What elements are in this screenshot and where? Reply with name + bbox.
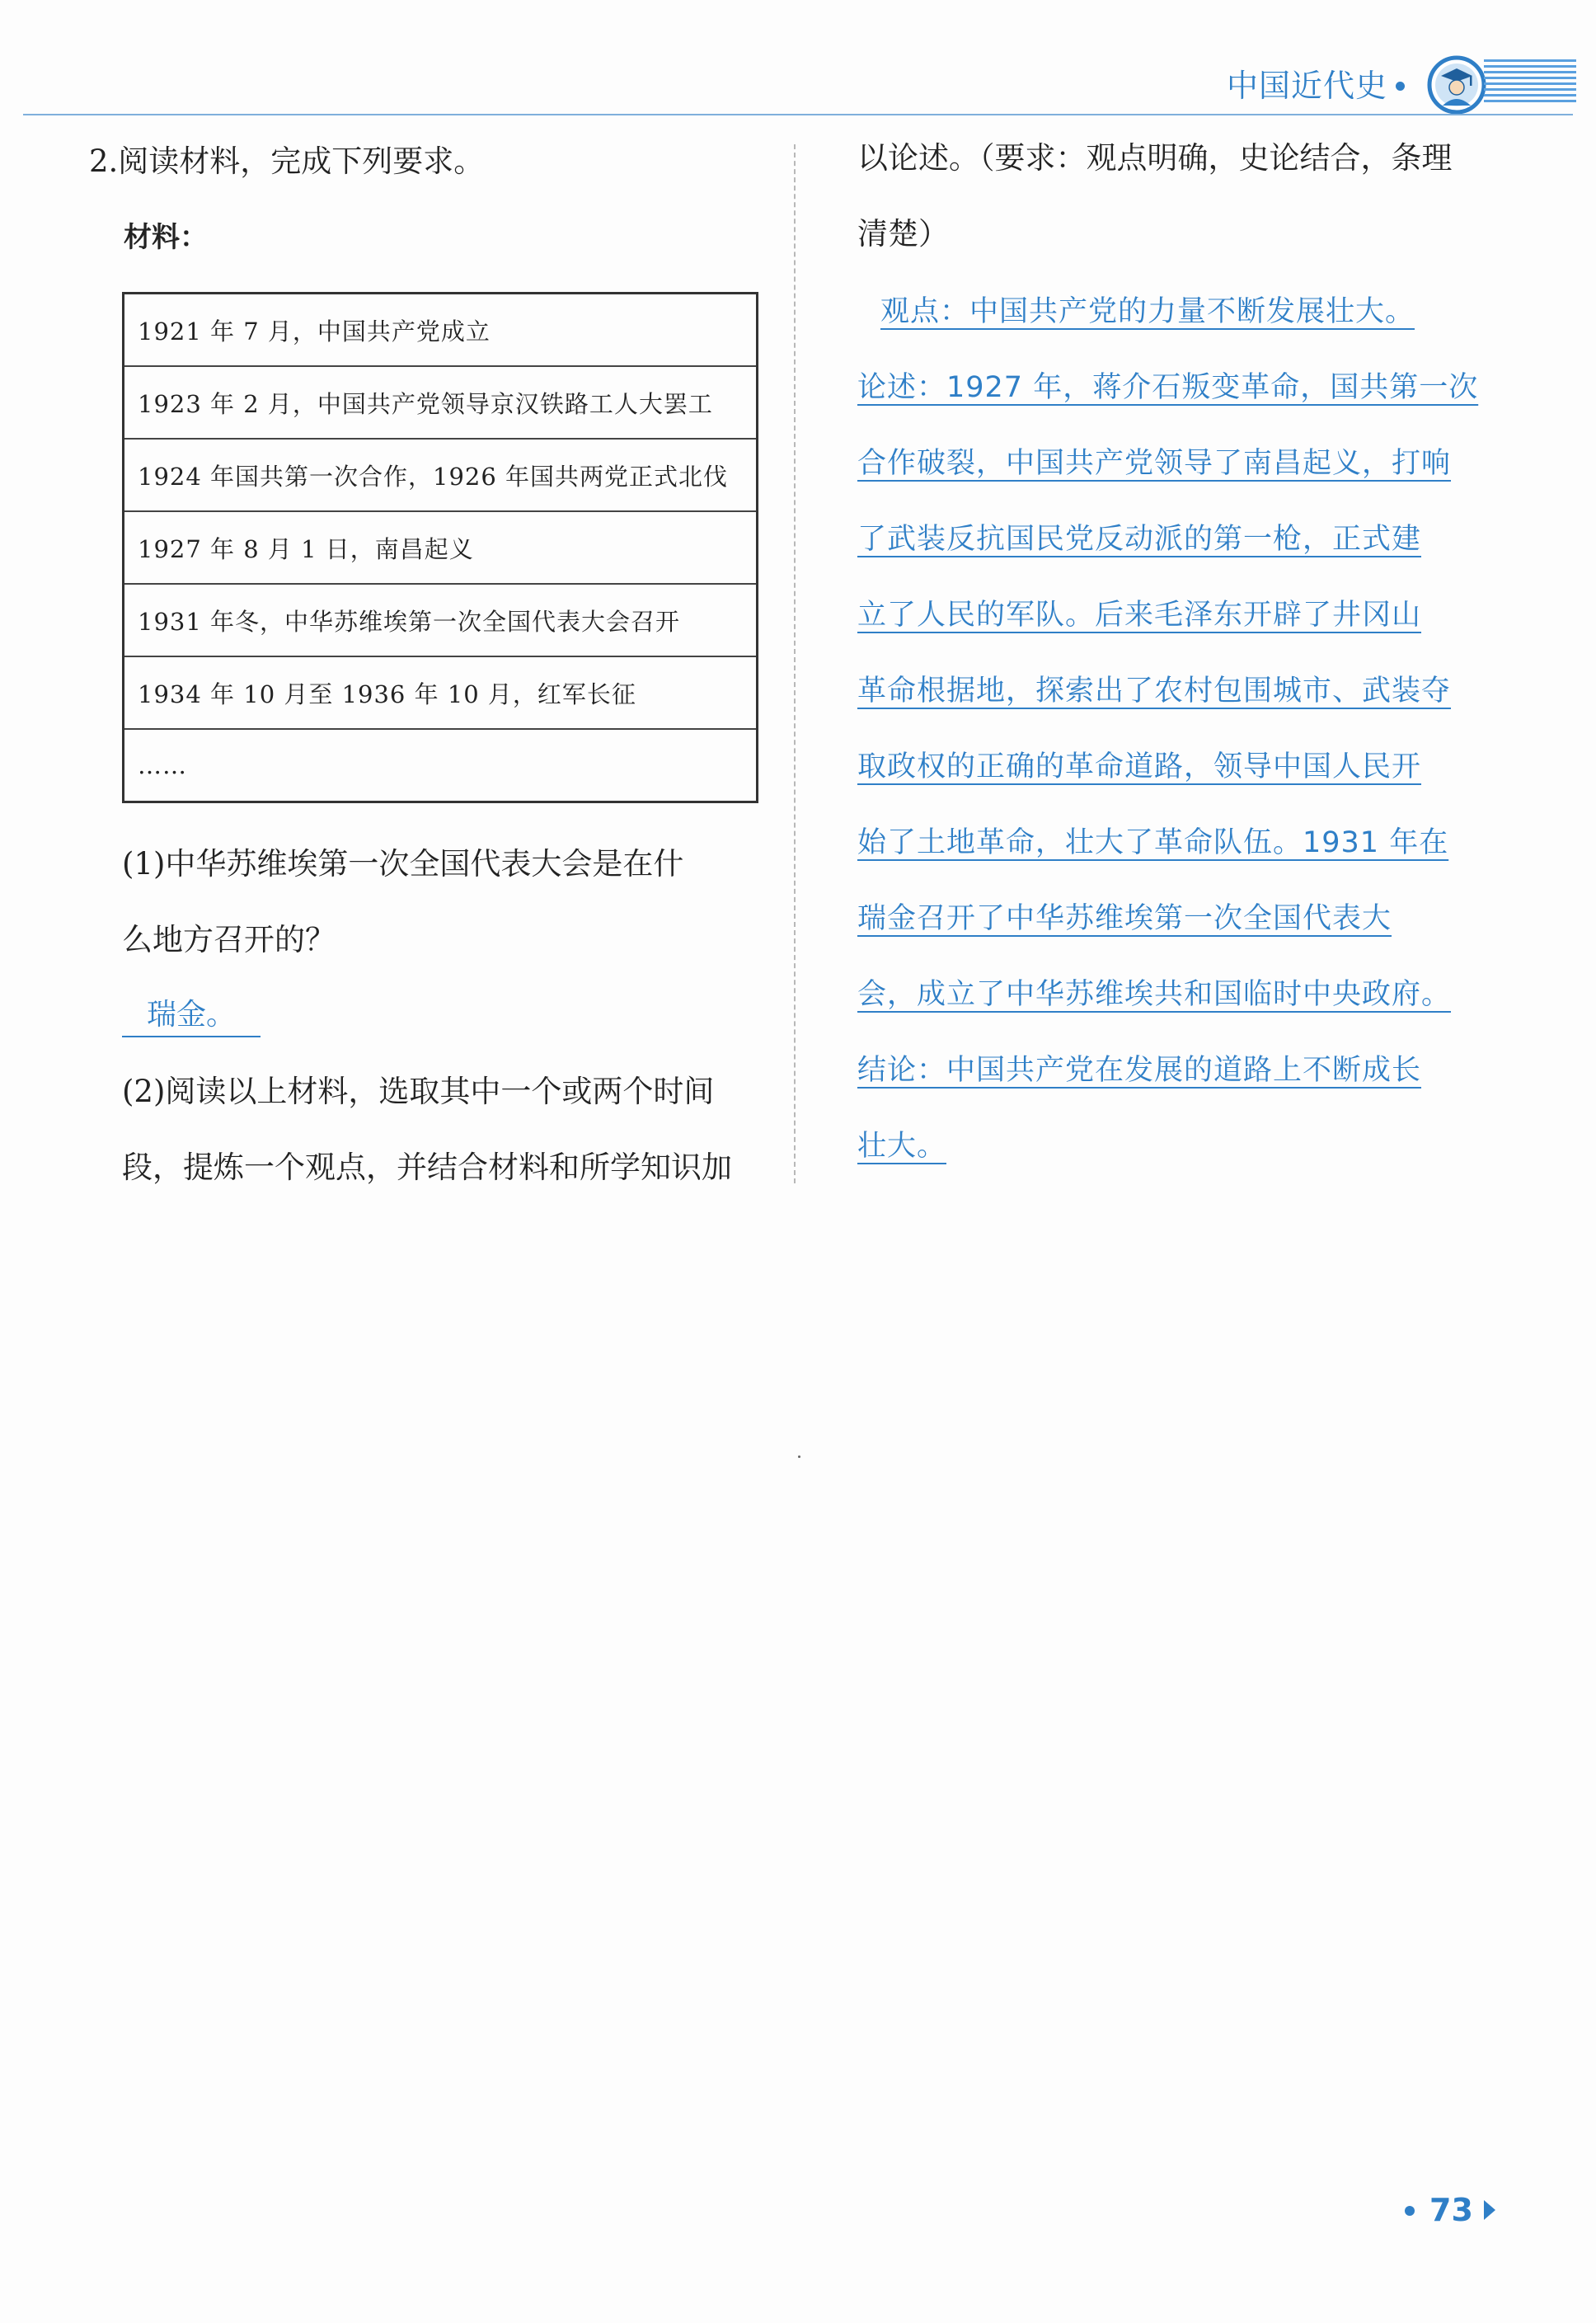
header-rule: [23, 114, 1573, 115]
answer-line: 观点：中国共产党的力量不断发展壮大。: [880, 295, 1415, 328]
answer-line: 了武装反抗国民党反动派的第一枪，正式建: [857, 523, 1422, 556]
timeline-cell: 1923 年 2 月，中国共产党领导京汉铁路工人大罢工: [124, 366, 758, 439]
answer-line: 合作破裂，中国共产党领导了南昌起义，打响: [857, 447, 1452, 480]
timeline-cell: 1931 年冬，中华苏维埃第一次全国代表大会召开: [124, 584, 758, 656]
column-divider: [794, 144, 796, 1183]
table-row: [124, 294, 758, 367]
answer-line: 革命根据地，探索出了农村包围城市、武装夺: [857, 675, 1452, 708]
answer-line: 结论：中国共产党在发展的道路上不断成长: [857, 1054, 1422, 1087]
bullet-dot-icon: [1396, 82, 1405, 91]
material-label: 材料：: [124, 221, 208, 254]
timeline-cell: 1924 年国共第一次合作，1926 年国共两党正式北伐: [124, 439, 758, 511]
table-row: [124, 729, 758, 802]
table-row: [124, 439, 758, 511]
part1-answer: 瑞金。: [122, 995, 261, 1037]
graduate-student-icon: [1426, 54, 1487, 115]
part2-answer: [857, 274, 1497, 1184]
header-stripes: [1484, 59, 1576, 106]
answer-line: 论述：1927 年，蒋介石叛变革命，国共第一次: [857, 371, 1479, 404]
timeline-table: [122, 292, 758, 803]
part2-prompt-line3: 以论述。（要求：观点明确，史论结合，条理: [857, 140, 1453, 176]
part1-prompt-line2: 么地方召开的？: [122, 922, 336, 957]
timeline-cell: 1927 年 8 月 1 日，南昌起义: [124, 511, 758, 584]
answer-line: 取政权的正确的革命道路，领导中国人民开: [857, 750, 1422, 783]
part1-prompt-line1: (1)中华苏维埃第一次全国代表大会是在什: [122, 846, 684, 882]
answer-line: 会，成立了中华苏维埃共和国临时中央政府。: [857, 978, 1452, 1011]
timeline-cell: 1934 年 10 月至 1936 年 10 月，红军长征: [124, 656, 758, 729]
table-row: [124, 366, 758, 439]
table-row: [124, 656, 758, 729]
answer-line: 立了人民的军队。后来毛泽东开辟了井冈山: [857, 599, 1422, 632]
part2-prompt-line2: 段，提炼一个观点，并结合材料和所学知识加: [122, 1150, 732, 1185]
timeline-cell: ……: [138, 751, 187, 779]
table-row: [124, 584, 758, 656]
triangle-right-icon: [1484, 2200, 1495, 2220]
part2-prompt-line4: 清楚）: [857, 216, 949, 252]
page-number: 73: [1429, 2192, 1473, 2228]
scan-speck: [798, 1455, 800, 1458]
part2-prompt-line1: (2)阅读以上材料，选取其中一个或两个时间: [122, 1074, 715, 1109]
answer-line: 壮大。: [857, 1130, 947, 1163]
timeline-cell: 1921 年 7 月，中国共产党成立: [124, 294, 758, 367]
answer-line: 始了土地革命，壮大了革命队伍。1931 年在: [857, 826, 1449, 859]
question-title: 2.阅读材料，完成下列要求。: [89, 143, 485, 179]
section-title: 中国近代史: [1227, 68, 1388, 104]
bullet-dot-icon: [1405, 2206, 1415, 2216]
answer-line: 瑞金召开了中华苏维埃第一次全国代表大: [857, 902, 1392, 935]
table-row: [124, 511, 758, 584]
